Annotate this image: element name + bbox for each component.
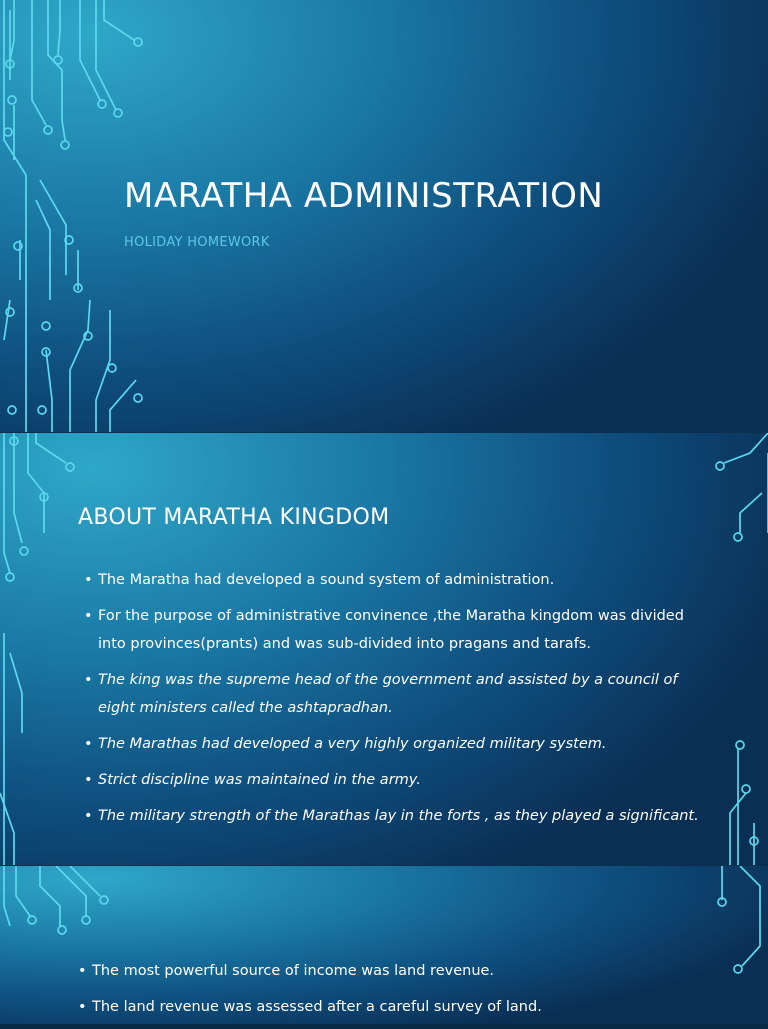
bullet-item: • The land revenue was assessed after a careful survey of land. bbox=[76, 993, 716, 1021]
bullet-item: • The military strength of the Marathas lay in the forts , as they played a significant. bbox=[82, 802, 702, 830]
bullet-list bbox=[82, 566, 702, 838]
bullet-item: • Strict discipline was maintained in the army. bbox=[82, 766, 702, 794]
slide-title: MARATHA ADMINISTRATION bbox=[124, 176, 604, 216]
bullet-item: • The Maratha had developed a sound system of administration. bbox=[82, 566, 702, 594]
bullet-list bbox=[76, 957, 716, 1029]
bullet-item: • The Marathas had developed a very highly organized military system. bbox=[82, 730, 702, 758]
bullet-item: • The most powerful source of income was land revenue. bbox=[76, 957, 716, 985]
title-slide bbox=[0, 0, 768, 432]
slide-title: ABOUT MARATHA KINGDOM bbox=[78, 505, 390, 530]
bullet-item: • For the purpose of administrative convinence ,the Maratha kingdom was divided into provinces(prants) and was sub-divided into pragans and tarafs. bbox=[82, 602, 702, 658]
circuit-pattern-right-icon bbox=[700, 433, 768, 865]
bullet-item: • The king was the supreme head of the government and assisted by a council of eight ministers called the ashtapradhan. bbox=[82, 666, 702, 722]
circuit-pattern-left-icon bbox=[0, 433, 80, 865]
circuit-pattern-icon bbox=[0, 0, 150, 432]
slide-subtitle: HOLIDAY HOMEWORK bbox=[124, 235, 270, 250]
